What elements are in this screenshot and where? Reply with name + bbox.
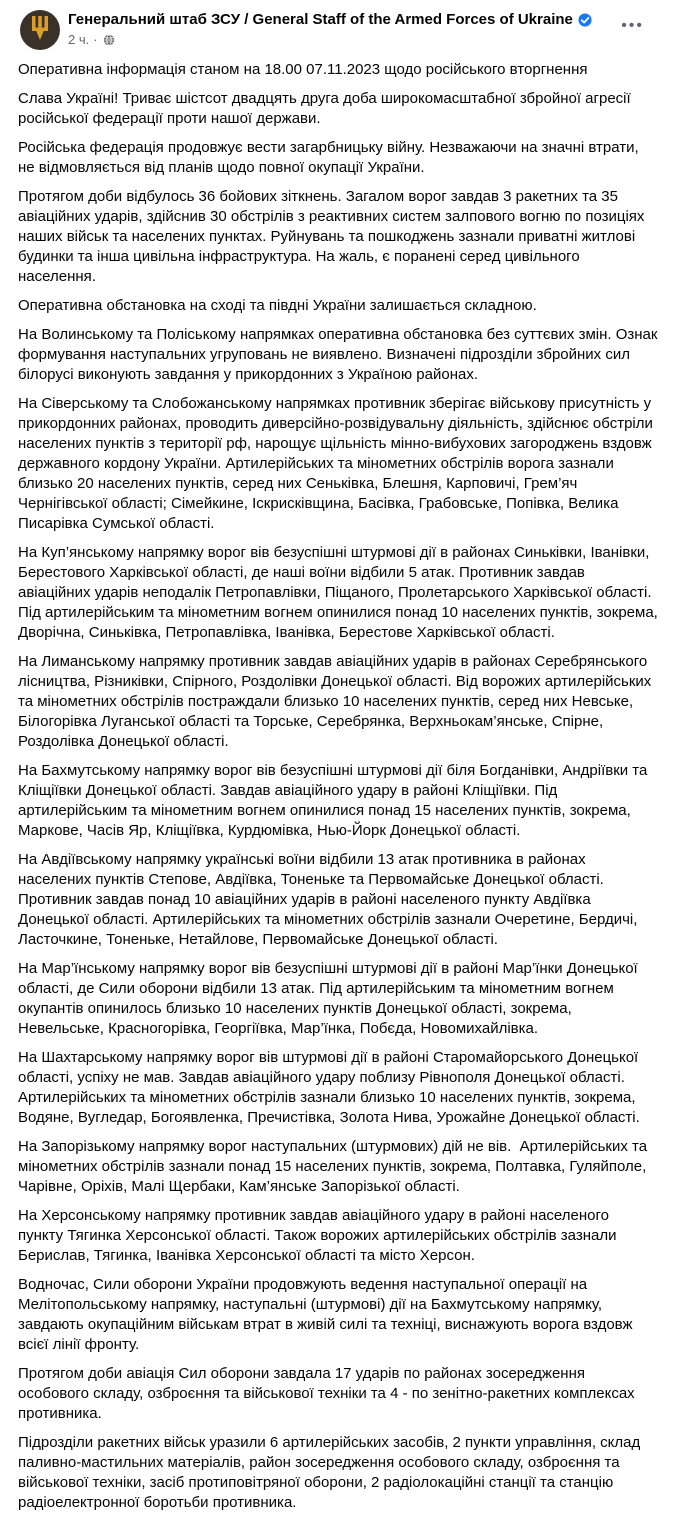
trident-icon <box>29 15 51 46</box>
post-text <box>0 52 676 1527</box>
post-paragraph: На Запорізькому напрямку ворог наступальних (штурмових) дій не вів. Артилерійських та мінометних обстрілів зазнали понад 15 населених пунктів, зокрема, Полтавка, Гуляйполе, Чарівне, Оріхів, Малі Щербаки, Кам’янське Запорізької області. <box>18 1138 652 1195</box>
post-paragraph: Російська федерація продовжує вести загарбницьку війну. Незважаючи на значні втрати, не відмовляється від планів щодо повної окупації України. <box>18 139 643 176</box>
post-meta <box>68 31 607 48</box>
header-text <box>68 10 607 48</box>
post-paragraph: Оперативна обстановка на сході та півдні України залишається складною. <box>18 297 537 314</box>
post-paragraph: На Лиманському напрямку противник завдав авіаційних ударів в районах Серебрянського лісництва, Різниківки, Спірного, Роздолівки Донецької області. Від ворожих артилерійських та мінометних обстрілів постраждали близько 10 населених пунктів, серед них Невське, Білогорівка Луганської області та Торське, Серебрянка, Верхньокам’янське, Спірне, Роздолівка Донецької області. <box>18 653 656 750</box>
post-paragraph: На Херсонському напрямку противник завдав авіаційного удару в районі населеного пункту Тягинка Херсонської області. Також ворожих артилерійських обстрілів зазнали Берислав, Тягинка, Іванівка Херсонської області та місто Херсон. <box>18 1207 621 1264</box>
post-paragraph: На Сіверському та Слобожанському напрямках противник зберігає військову присутність у прикордонних районах, проводить диверсійно-розвідувальну діяльність, здійснює обстріли населених пунктів з території рф, нарощує щільність мінно-вибухових загороджень вздовж державного кордону України. Артилерійських та мінометних обстрілів ворога зазнали близько 20 населених пунктів, серед них Сеньківка, Блешня, Карповичі, Грем’яч Чернігівської області; Сімейкине, Іскрисківщина, Басівка, Грабовське, Попівка, Велика Писарівка Сумської області. <box>18 395 658 532</box>
post-paragraph: Підрозділи ракетних військ уразили 6 артилерійських засобів, 2 пункти управління, склад паливно-мастильних матеріалів, район зосередження особового складу, озброєння та військової техніки, засіб протиповітряної оборони, 2 радіолокаційні станції та станцію радіоелектронної боротьби противника. <box>18 1434 645 1511</box>
post-paragraph: Слава Україні! Триває шістсот двадцять друга доба широкомасштабної збройної агресії російської федерації проти нашої держави. <box>18 90 635 127</box>
post-paragraph: На Авдіївському напрямку українські воїни відбили 13 атак противника в районах населених пунктів Степове, Авдіївка, Тоненьке та Первомайське Донецької області. Противник завдав понад 10 авіаційних ударів в районі населеного пункту Авдіївка Донецької області. Артилерійських та мінометних обстрілів зазнали Очеретине, Бердичі, Ласточкине, Тоненьке, Нетайлове, Первомайське Донецької області. <box>18 851 642 948</box>
verified-badge-icon <box>578 13 592 27</box>
page-name-link[interactable]: Генеральний штаб ЗСУ / General Staff of the Armed Forces of Ukraine <box>68 11 573 28</box>
post-paragraph: На Куп’янському напрямку ворог вів безуспішні штурмові дії в районах Синьківки, Іванівки, Берестового Харківської області, де наші воїни відбили 5 атак. Противник завдав авіаційних ударів неподалік Петропавлівки, Піщаного, Пролетарського Харківської області. Під артилерійським та мінометним вогнем опинилися понад 10 населених пунктів, зокрема, Дворічна, Синьківка, Петропавлівка, Іванівка, Берестове Харківської області. <box>18 544 663 641</box>
post-paragraph: Протягом доби авіація Сил оборони завдала 17 ударів по районах зосередження особового складу, озброєння та військової техніки та 4 - по зенітно-ракетних комплексах противника. <box>18 1365 639 1422</box>
post-paragraph: Протягом доби відбулось 36 бойових зіткнень. Загалом ворог завдав 3 ракетних та 35 авіаційних ударів, здійснив 30 обстрілів з реактивних систем залпового вогню по позиціях наших військ та населених пунктах. Руйнувань та пошкоджень зазнали приватні житлові будинки та інша цивільна інфраструктура. На жаль, є поранені серед цивільного населення. <box>18 188 649 285</box>
post-paragraph: На Волинському та Поліському напрямках оперативна обстановка без суттєвих змін. Ознак формування наступальних угруповань не виявлено. Визначені підрозділи збройних сил білорусі виконують завдання у прикордонних з Україною районах. <box>18 326 662 383</box>
post-header <box>0 0 676 52</box>
page-name-row <box>68 10 607 30</box>
post-paragraph: Оперативна інформація станом на 18.00 07.11.2023 щодо російського вторгнення <box>18 61 588 78</box>
avatar[interactable] <box>20 10 60 50</box>
post-paragraph: На Мар’їнському напрямку ворог вів безуспішні штурмові дії в районі Мар’їнки Донецької області, де Сили оборони відбили 13 атак. Під артилерійським та мінометним вогнем окупантів опинилось близько 10 населених пунктів Донецької області, зокрема, Невельське, Красногорівка, Георгіївка, Мар’їнка, Побєда, Новомихайлівка. <box>18 960 642 1037</box>
timestamp-link[interactable]: 2 ч. <box>68 32 90 47</box>
globe-icon <box>103 34 115 46</box>
ellipsis-icon: ••• <box>621 17 644 34</box>
post-paragraph: На Бахмутському напрямку ворог вів безуспішні штурмові дії біля Богданівки, Андріївки та Кліщіївки Донецької області. Завдав авіаційного удару в районі Кліщіївки. Під артилерійським та мінометним вогнем опинилися понад 15 населених пунктів, зокрема, Маркове, Часів Яр, Кліщіївка, Курдюмівка, Нью-Йорк Донецької області. <box>18 762 652 839</box>
more-options-button[interactable] <box>615 16 650 36</box>
meta-separator: · <box>93 32 98 47</box>
post-paragraph: На Шахтарському напрямку ворог вів штурмові дії в районі Старомайорського Донецької області, успіху не мав. Завдав авіаційного удару поблизу Рівнополя Донецької області. Артилерійських та мінометних обстрілів зазнали близько 10 населених пунктів, зокрема, Водяне, Вугледар, Богоявленка, Пречистівка, Золота Нива, Урожайне Донецької області. <box>18 1049 643 1126</box>
post-paragraph: Водночас, Сили оборони України продовжують ведення наступальної операції на Мелітопольському напрямку, наступальні (штурмові) дії на Бахмутському напрямку, завдають окупаційним військам втрат в живій силі та техніці, виснажують ворога вздовж всієї лінії фронту. <box>18 1276 637 1353</box>
